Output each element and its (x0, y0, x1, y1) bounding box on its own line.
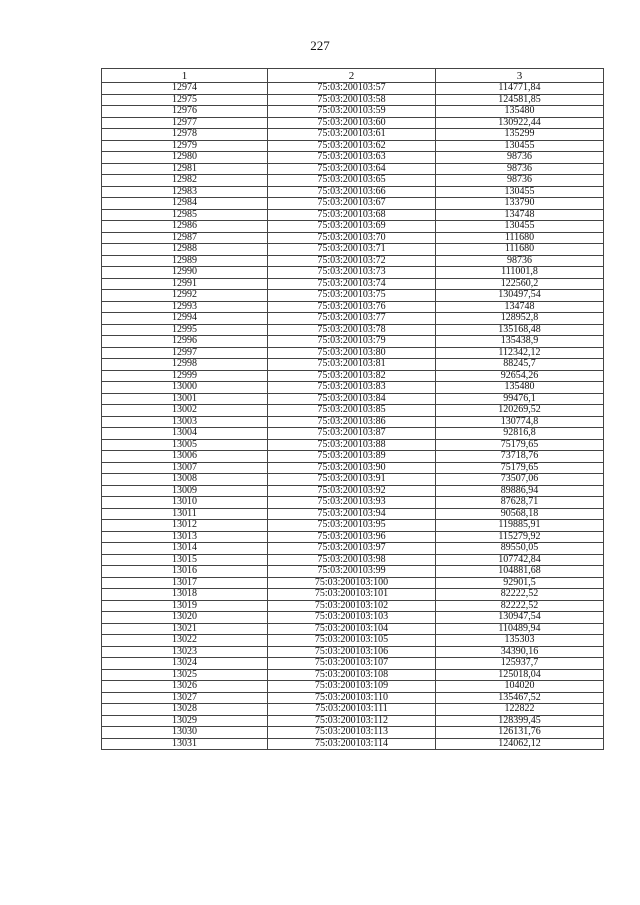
row-number-cell: 13003 (102, 416, 268, 428)
table-row (102, 543, 604, 555)
value-cell: 130497,54 (436, 290, 604, 302)
cadastral-number-cell: 75:03:200103:110 (268, 692, 436, 704)
cadastral-number-cell: 75:03:200103:108 (268, 669, 436, 681)
cadastral-number-cell: 75:03:200103:109 (268, 681, 436, 693)
row-number-cell: 12991 (102, 278, 268, 290)
cadastral-number-cell: 75:03:200103:80 (268, 347, 436, 359)
table-row (102, 474, 604, 486)
value-cell: 112342,12 (436, 347, 604, 359)
column-header-1: 1 (102, 69, 268, 83)
value-cell: 92901,5 (436, 577, 604, 589)
row-number-cell: 12976 (102, 106, 268, 118)
value-cell: 98736 (436, 175, 604, 187)
value-cell: 92816,8 (436, 428, 604, 440)
row-number-cell: 12997 (102, 347, 268, 359)
row-number-cell: 13027 (102, 692, 268, 704)
value-cell: 135168,48 (436, 324, 604, 336)
cadastral-number-cell: 75:03:200103:101 (268, 589, 436, 601)
row-number-cell: 13014 (102, 543, 268, 555)
table-row (102, 313, 604, 325)
cadastral-number-cell: 75:03:200103:99 (268, 566, 436, 578)
table-row (102, 451, 604, 463)
table-row (102, 117, 604, 129)
row-number-cell: 13008 (102, 474, 268, 486)
value-cell: 133790 (436, 198, 604, 210)
value-cell: 89886,94 (436, 485, 604, 497)
page-number: 227 (310, 38, 330, 53)
value-cell: 130774,8 (436, 416, 604, 428)
row-number-cell: 12989 (102, 255, 268, 267)
row-number-cell: 12996 (102, 336, 268, 348)
row-number-cell: 13031 (102, 738, 268, 750)
row-number-cell: 13002 (102, 405, 268, 417)
row-number-cell: 12992 (102, 290, 268, 302)
row-number-cell: 12979 (102, 140, 268, 152)
value-cell: 89550,05 (436, 543, 604, 555)
row-number-cell: 13020 (102, 612, 268, 624)
cadastral-number-cell: 75:03:200103:92 (268, 485, 436, 497)
value-cell: 134748 (436, 301, 604, 313)
row-number-cell: 13023 (102, 646, 268, 658)
row-number-cell: 13013 (102, 531, 268, 543)
row-number-cell: 12994 (102, 313, 268, 325)
table-row (102, 359, 604, 371)
cadastral-number-cell: 75:03:200103:95 (268, 520, 436, 532)
value-cell: 135299 (436, 129, 604, 141)
value-cell: 125018,04 (436, 669, 604, 681)
row-number-cell: 13016 (102, 566, 268, 578)
value-cell: 104881,68 (436, 566, 604, 578)
value-cell: 135467,52 (436, 692, 604, 704)
cadastral-number-cell: 75:03:200103:86 (268, 416, 436, 428)
value-cell: 99476,1 (436, 393, 604, 405)
column-header-3: 3 (436, 69, 604, 83)
value-cell: 135480 (436, 382, 604, 394)
cadastral-number-cell: 75:03:200103:85 (268, 405, 436, 417)
value-cell: 126131,76 (436, 727, 604, 739)
table-row (102, 370, 604, 382)
table-row (102, 221, 604, 233)
table-row (102, 186, 604, 198)
value-cell: 98736 (436, 163, 604, 175)
cadastral-number-cell: 75:03:200103:102 (268, 600, 436, 612)
table-row (102, 600, 604, 612)
row-number-cell: 13026 (102, 681, 268, 693)
table-row (102, 301, 604, 313)
table-row (102, 106, 604, 118)
table-row (102, 681, 604, 693)
value-cell: 130922,44 (436, 117, 604, 129)
row-number-cell: 12986 (102, 221, 268, 233)
row-number-cell: 12998 (102, 359, 268, 371)
row-number-cell: 12978 (102, 129, 268, 141)
value-cell: 111680 (436, 244, 604, 256)
value-cell: 128952,8 (436, 313, 604, 325)
row-number-cell: 13022 (102, 635, 268, 647)
row-number-cell: 12988 (102, 244, 268, 256)
row-number-cell: 12980 (102, 152, 268, 164)
row-number-cell: 12982 (102, 175, 268, 187)
value-cell: 82222,52 (436, 589, 604, 601)
table-row (102, 704, 604, 716)
value-cell: 34390,16 (436, 646, 604, 658)
value-cell: 87628,71 (436, 497, 604, 509)
table-row (102, 255, 604, 267)
row-number-cell: 12985 (102, 209, 268, 221)
row-number-cell: 13010 (102, 497, 268, 509)
row-number-cell: 13030 (102, 727, 268, 739)
row-number-cell: 13015 (102, 554, 268, 566)
table-row (102, 324, 604, 336)
cadastral-number-cell: 75:03:200103:112 (268, 715, 436, 727)
cadastral-number-cell: 75:03:200103:91 (268, 474, 436, 486)
table-row (102, 94, 604, 106)
value-cell: 111001,8 (436, 267, 604, 279)
table-row (102, 163, 604, 175)
table-row (102, 347, 604, 359)
table-row (102, 485, 604, 497)
cadastral-number-cell: 75:03:200103:75 (268, 290, 436, 302)
table-row (102, 140, 604, 152)
table-row (102, 462, 604, 474)
cadastral-number-cell: 75:03:200103:114 (268, 738, 436, 750)
row-number-cell: 13000 (102, 382, 268, 394)
table-row (102, 428, 604, 440)
table-row (102, 405, 604, 417)
row-number-cell: 13011 (102, 508, 268, 520)
cadastral-number-cell: 75:03:200103:62 (268, 140, 436, 152)
table-row (102, 520, 604, 532)
row-number-cell: 12984 (102, 198, 268, 210)
row-number-cell: 13017 (102, 577, 268, 589)
cadastral-number-cell: 75:03:200103:82 (268, 370, 436, 382)
cadastral-number-cell: 75:03:200103:103 (268, 612, 436, 624)
row-number-cell: 12995 (102, 324, 268, 336)
table-row (102, 290, 604, 302)
row-number-cell: 13001 (102, 393, 268, 405)
cadastral-number-cell: 75:03:200103:58 (268, 94, 436, 106)
cadastral-number-cell: 75:03:200103:89 (268, 451, 436, 463)
cadastral-number-cell: 75:03:200103:70 (268, 232, 436, 244)
table-row (102, 393, 604, 405)
cadastral-number-cell: 75:03:200103:93 (268, 497, 436, 509)
table-row (102, 244, 604, 256)
row-number-cell: 12975 (102, 94, 268, 106)
value-cell: 88245,7 (436, 359, 604, 371)
table-row (102, 589, 604, 601)
value-cell: 135480 (436, 106, 604, 118)
table-row (102, 267, 604, 279)
cadastral-number-cell: 75:03:200103:74 (268, 278, 436, 290)
value-cell: 82222,52 (436, 600, 604, 612)
row-number-cell: 13006 (102, 451, 268, 463)
row-number-cell: 13018 (102, 589, 268, 601)
value-cell: 119885,91 (436, 520, 604, 532)
cadastral-number-cell: 75:03:200103:83 (268, 382, 436, 394)
table-row (102, 738, 604, 750)
row-number-cell: 13009 (102, 485, 268, 497)
cadastral-number-cell: 75:03:200103:73 (268, 267, 436, 279)
row-number-cell: 12983 (102, 186, 268, 198)
value-cell: 115279,92 (436, 531, 604, 543)
cadastral-number-cell: 75:03:200103:111 (268, 704, 436, 716)
value-cell: 124581,85 (436, 94, 604, 106)
row-number-cell: 13007 (102, 462, 268, 474)
table-row (102, 692, 604, 704)
value-cell: 128399,45 (436, 715, 604, 727)
cadastral-number-cell: 75:03:200103:100 (268, 577, 436, 589)
column-header-2: 2 (268, 69, 436, 83)
cadastral-number-cell: 75:03:200103:96 (268, 531, 436, 543)
cadastral-number-cell: 75:03:200103:105 (268, 635, 436, 647)
cadastral-number-cell: 75:03:200103:97 (268, 543, 436, 555)
cadastral-number-cell: 75:03:200103:106 (268, 646, 436, 658)
table-body (102, 83, 604, 750)
cadastral-number-cell: 75:03:200103:71 (268, 244, 436, 256)
value-cell: 111680 (436, 232, 604, 244)
cadastral-number-cell: 75:03:200103:78 (268, 324, 436, 336)
table-row (102, 416, 604, 428)
cadastral-number-cell: 75:03:200103:69 (268, 221, 436, 233)
value-cell: 98736 (436, 152, 604, 164)
cadastral-number-cell: 75:03:200103:94 (268, 508, 436, 520)
value-cell: 122560,2 (436, 278, 604, 290)
cadastral-number-cell: 75:03:200103:57 (268, 83, 436, 95)
value-cell: 135303 (436, 635, 604, 647)
cadastral-number-cell: 75:03:200103:67 (268, 198, 436, 210)
table-row (102, 554, 604, 566)
row-number-cell: 12990 (102, 267, 268, 279)
row-number-cell: 12987 (102, 232, 268, 244)
table-row (102, 152, 604, 164)
row-number-cell: 12993 (102, 301, 268, 313)
table-row (102, 508, 604, 520)
row-number-cell: 13005 (102, 439, 268, 451)
header-row (102, 69, 604, 83)
cadastral-number-cell: 75:03:200103:113 (268, 727, 436, 739)
value-cell: 120269,52 (436, 405, 604, 417)
value-cell: 75179,65 (436, 439, 604, 451)
value-cell: 104020 (436, 681, 604, 693)
value-cell: 73507,06 (436, 474, 604, 486)
value-cell: 75179,65 (436, 462, 604, 474)
cadastral-number-cell: 75:03:200103:98 (268, 554, 436, 566)
cadastral-number-cell: 75:03:200103:81 (268, 359, 436, 371)
table-row (102, 497, 604, 509)
table-row (102, 198, 604, 210)
table-row (102, 635, 604, 647)
value-cell: 114771,84 (436, 83, 604, 95)
value-cell: 92654,26 (436, 370, 604, 382)
value-cell: 122822 (436, 704, 604, 716)
table-row (102, 129, 604, 141)
table-row (102, 612, 604, 624)
cadastral-number-cell: 75:03:200103:104 (268, 623, 436, 635)
table-row (102, 83, 604, 95)
row-number-cell: 13029 (102, 715, 268, 727)
cadastral-number-cell: 75:03:200103:107 (268, 658, 436, 670)
value-cell: 130455 (436, 140, 604, 152)
row-number-cell: 13024 (102, 658, 268, 670)
row-number-cell: 12974 (102, 83, 268, 95)
cadastral-number-cell: 75:03:200103:64 (268, 163, 436, 175)
cadastral-number-cell: 75:03:200103:68 (268, 209, 436, 221)
value-cell: 107742,84 (436, 554, 604, 566)
table-row (102, 658, 604, 670)
value-cell: 134748 (436, 209, 604, 221)
value-cell: 130455 (436, 221, 604, 233)
cadastral-number-cell: 75:03:200103:63 (268, 152, 436, 164)
cadastral-number-cell: 75:03:200103:90 (268, 462, 436, 474)
table-row (102, 209, 604, 221)
value-cell: 98736 (436, 255, 604, 267)
row-number-cell: 13012 (102, 520, 268, 532)
cadastral-number-cell: 75:03:200103:79 (268, 336, 436, 348)
data-table (101, 68, 604, 750)
table-row (102, 669, 604, 681)
row-number-cell: 12981 (102, 163, 268, 175)
table-row (102, 336, 604, 348)
value-cell: 135438,9 (436, 336, 604, 348)
table-row (102, 439, 604, 451)
row-number-cell: 13028 (102, 704, 268, 716)
cadastral-number-cell: 75:03:200103:87 (268, 428, 436, 440)
cadastral-number-cell: 75:03:200103:61 (268, 129, 436, 141)
value-cell: 130455 (436, 186, 604, 198)
table-row (102, 382, 604, 394)
cadastral-number-cell: 75:03:200103:88 (268, 439, 436, 451)
cadastral-number-cell: 75:03:200103:72 (268, 255, 436, 267)
table-row (102, 715, 604, 727)
table-row (102, 727, 604, 739)
value-cell: 125937,7 (436, 658, 604, 670)
table-row (102, 175, 604, 187)
cadastral-number-cell: 75:03:200103:60 (268, 117, 436, 129)
row-number-cell: 13021 (102, 623, 268, 635)
cadastral-number-cell: 75:03:200103:76 (268, 301, 436, 313)
value-cell: 124062,12 (436, 738, 604, 750)
cadastral-number-cell: 75:03:200103:84 (268, 393, 436, 405)
table-row (102, 278, 604, 290)
value-cell: 73718,76 (436, 451, 604, 463)
table-row (102, 577, 604, 589)
table-row (102, 646, 604, 658)
cadastral-number-cell: 75:03:200103:77 (268, 313, 436, 325)
row-number-cell: 12977 (102, 117, 268, 129)
row-number-cell: 13004 (102, 428, 268, 440)
value-cell: 130947,54 (436, 612, 604, 624)
row-number-cell: 13019 (102, 600, 268, 612)
value-cell: 90568,18 (436, 508, 604, 520)
table-row (102, 531, 604, 543)
row-number-cell: 12999 (102, 370, 268, 382)
table-row (102, 566, 604, 578)
cadastral-number-cell: 75:03:200103:66 (268, 186, 436, 198)
table-row (102, 623, 604, 635)
cadastral-number-cell: 75:03:200103:65 (268, 175, 436, 187)
value-cell: 110489,94 (436, 623, 604, 635)
table-row (102, 232, 604, 244)
row-number-cell: 13025 (102, 669, 268, 681)
cadastral-number-cell: 75:03:200103:59 (268, 106, 436, 118)
